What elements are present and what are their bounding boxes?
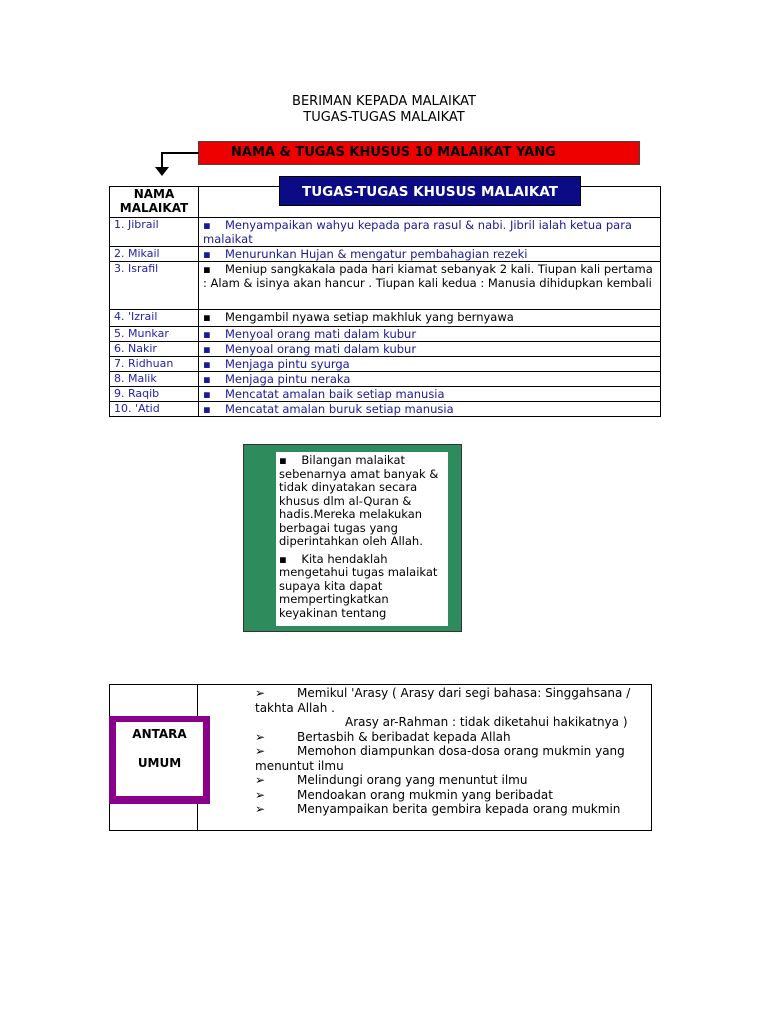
square-bullet-icon: ▪ (203, 372, 211, 386)
square-bullet-icon: ▪ (203, 342, 211, 356)
document-subtitle: TUGAS-TUGAS MALAIKAT (303, 110, 465, 125)
list-item-text: Bertasbih & beribadat kepada Allah (297, 729, 511, 744)
angel-task (199, 247, 661, 262)
red-banner: NAMA & TUGAS KHUSUS 10 MALAIKAT YANG (198, 141, 640, 165)
angel-name: 3. Israfil (110, 262, 199, 310)
angel-task (199, 310, 661, 327)
list-item-text: Melindungi orang yang menuntut ilmu (297, 773, 528, 787)
task-text: Mencatat amalan buruk setiap manusia (225, 402, 454, 416)
angel-task (199, 387, 661, 402)
angel-task (199, 402, 661, 417)
square-bullet-icon: ▪ (203, 247, 211, 261)
table-row (110, 327, 661, 342)
table-row (110, 342, 661, 357)
angel-name: 10. 'Atid (110, 402, 199, 417)
table-row (110, 372, 661, 387)
angel-task (199, 327, 661, 342)
angel-task (199, 372, 661, 387)
task-text: Menyoal orang mati dalam kubur (225, 327, 417, 341)
blue-banner: TUGAS-TUGAS KHUSUS MALAIKAT (279, 176, 581, 206)
angel-task (199, 357, 661, 372)
connector-line (162, 152, 199, 154)
angel-name: 9. Raqib (110, 387, 199, 402)
arrow-bullet-icon: ➢ (255, 686, 266, 700)
document-title: BERIMAN KEPADA MALAIKAT (292, 94, 476, 109)
list-item (255, 686, 650, 701)
list-item-text: Memohon diampunkan dosa-dosa orang mukmin yang (297, 744, 625, 758)
general-label-box (109, 716, 210, 804)
list-item (255, 802, 650, 817)
square-bullet-icon: ▪ (203, 310, 211, 324)
list-item-continuation: takhta Allah . (255, 700, 335, 715)
arrow-bullet-icon: ➢ (255, 802, 266, 816)
header-name-cell: NAMA MALAIKAT (110, 187, 199, 218)
task-text: Menjaga pintu syurga (225, 357, 350, 371)
angel-task (199, 218, 661, 247)
angel-task (199, 262, 661, 310)
angels-table (109, 186, 661, 417)
task-text: Menyoal orang mati dalam kubur (225, 342, 417, 356)
list-item-text: Memikul 'Arasy ( Arasy dari segi bahasa: Singgahsana / (297, 686, 631, 700)
table-row (110, 262, 661, 310)
info-box (243, 444, 462, 632)
table-row (110, 310, 661, 327)
task-text: Menurunkan Hujan & mengatur pembahagian rezeki (225, 247, 528, 261)
angel-name: 6. Nakir (110, 342, 199, 357)
table-row (110, 357, 661, 372)
general-label-2: UMUM (137, 756, 182, 770)
list-item (255, 773, 650, 788)
arrow-bullet-icon: ➢ (255, 773, 266, 787)
info-text: Bilangan malaikat sebenarnya amat banyak & tidak dinyatakan secara khusus dlm al-Quran & hadis.Mereka melakukan berbagai tugas yang diperintahkan oleh Allah. (279, 453, 439, 548)
table-row (110, 387, 661, 402)
arrow-bullet-icon: ➢ (255, 729, 266, 744)
list-item (255, 730, 650, 745)
angel-name: 8. Malik (110, 372, 199, 387)
list-item-continuation: menuntut ilmu (255, 758, 344, 773)
list-item-text: Menyampaikan berita gembira kepada orang mukmin (297, 802, 621, 816)
list-item-continuation: Arasy ar-Rahman : tidak diketahui hakikatnya ) (345, 715, 628, 729)
info-paragraph (279, 553, 445, 621)
general-label-inner (116, 722, 203, 796)
square-bullet-icon: ▪ (279, 551, 302, 566)
square-bullet-icon: ▪ (203, 262, 211, 276)
angel-name: 1. Jibrail (110, 218, 199, 247)
info-text: Kita hendaklah mengetahui tugas malaikat supaya kita dapat mempertingkatkan keyakinan tentang (279, 551, 438, 620)
general-duties-list (255, 686, 650, 817)
arrow-bullet-icon: ➢ (255, 744, 266, 758)
table-row (110, 218, 661, 247)
square-bullet-icon: ▪ (203, 402, 211, 416)
arrow-bullet-icon: ➢ (255, 787, 266, 802)
list-item-text: Mendoakan orang mukmin yang beribadat (297, 787, 553, 802)
arrow-down-icon (155, 167, 169, 176)
task-text: Meniup sangkakala pada hari kiamat sebanyak 2 kali. Tiupan kali pertama : Alam & isinya akan hancur . Tiupan kali kedua : Manusia dihidupkan kembali (203, 262, 653, 290)
angel-task (199, 342, 661, 357)
list-item (255, 744, 650, 759)
table-row (110, 402, 661, 417)
list-item (255, 788, 650, 803)
square-bullet-icon: ▪ (203, 218, 211, 232)
info-box-content (276, 452, 448, 626)
info-paragraph (279, 454, 445, 549)
square-bullet-icon: ▪ (203, 357, 211, 371)
angel-name: 4. 'Izrail (110, 310, 199, 327)
square-bullet-icon: ▪ (203, 327, 211, 341)
angel-name: 5. Munkar (110, 327, 199, 342)
angel-name: 2. Mikail (110, 247, 199, 262)
task-text: Mencatat amalan baik setiap manusia (225, 387, 445, 401)
task-text: Menjaga pintu neraka (225, 372, 351, 386)
table-row (110, 247, 661, 262)
task-text: Mengambil nyawa setiap makhluk yang bernyawa (225, 310, 514, 324)
square-bullet-icon: ▪ (279, 453, 302, 467)
angel-name: 7. Ridhuan (110, 357, 199, 372)
task-text: Menyampaikan wahyu kepada para rasul & nabi. Jibril ialah ketua para malaikat (203, 218, 632, 246)
general-label-1: ANTARA (132, 727, 187, 741)
square-bullet-icon: ▪ (203, 387, 211, 401)
